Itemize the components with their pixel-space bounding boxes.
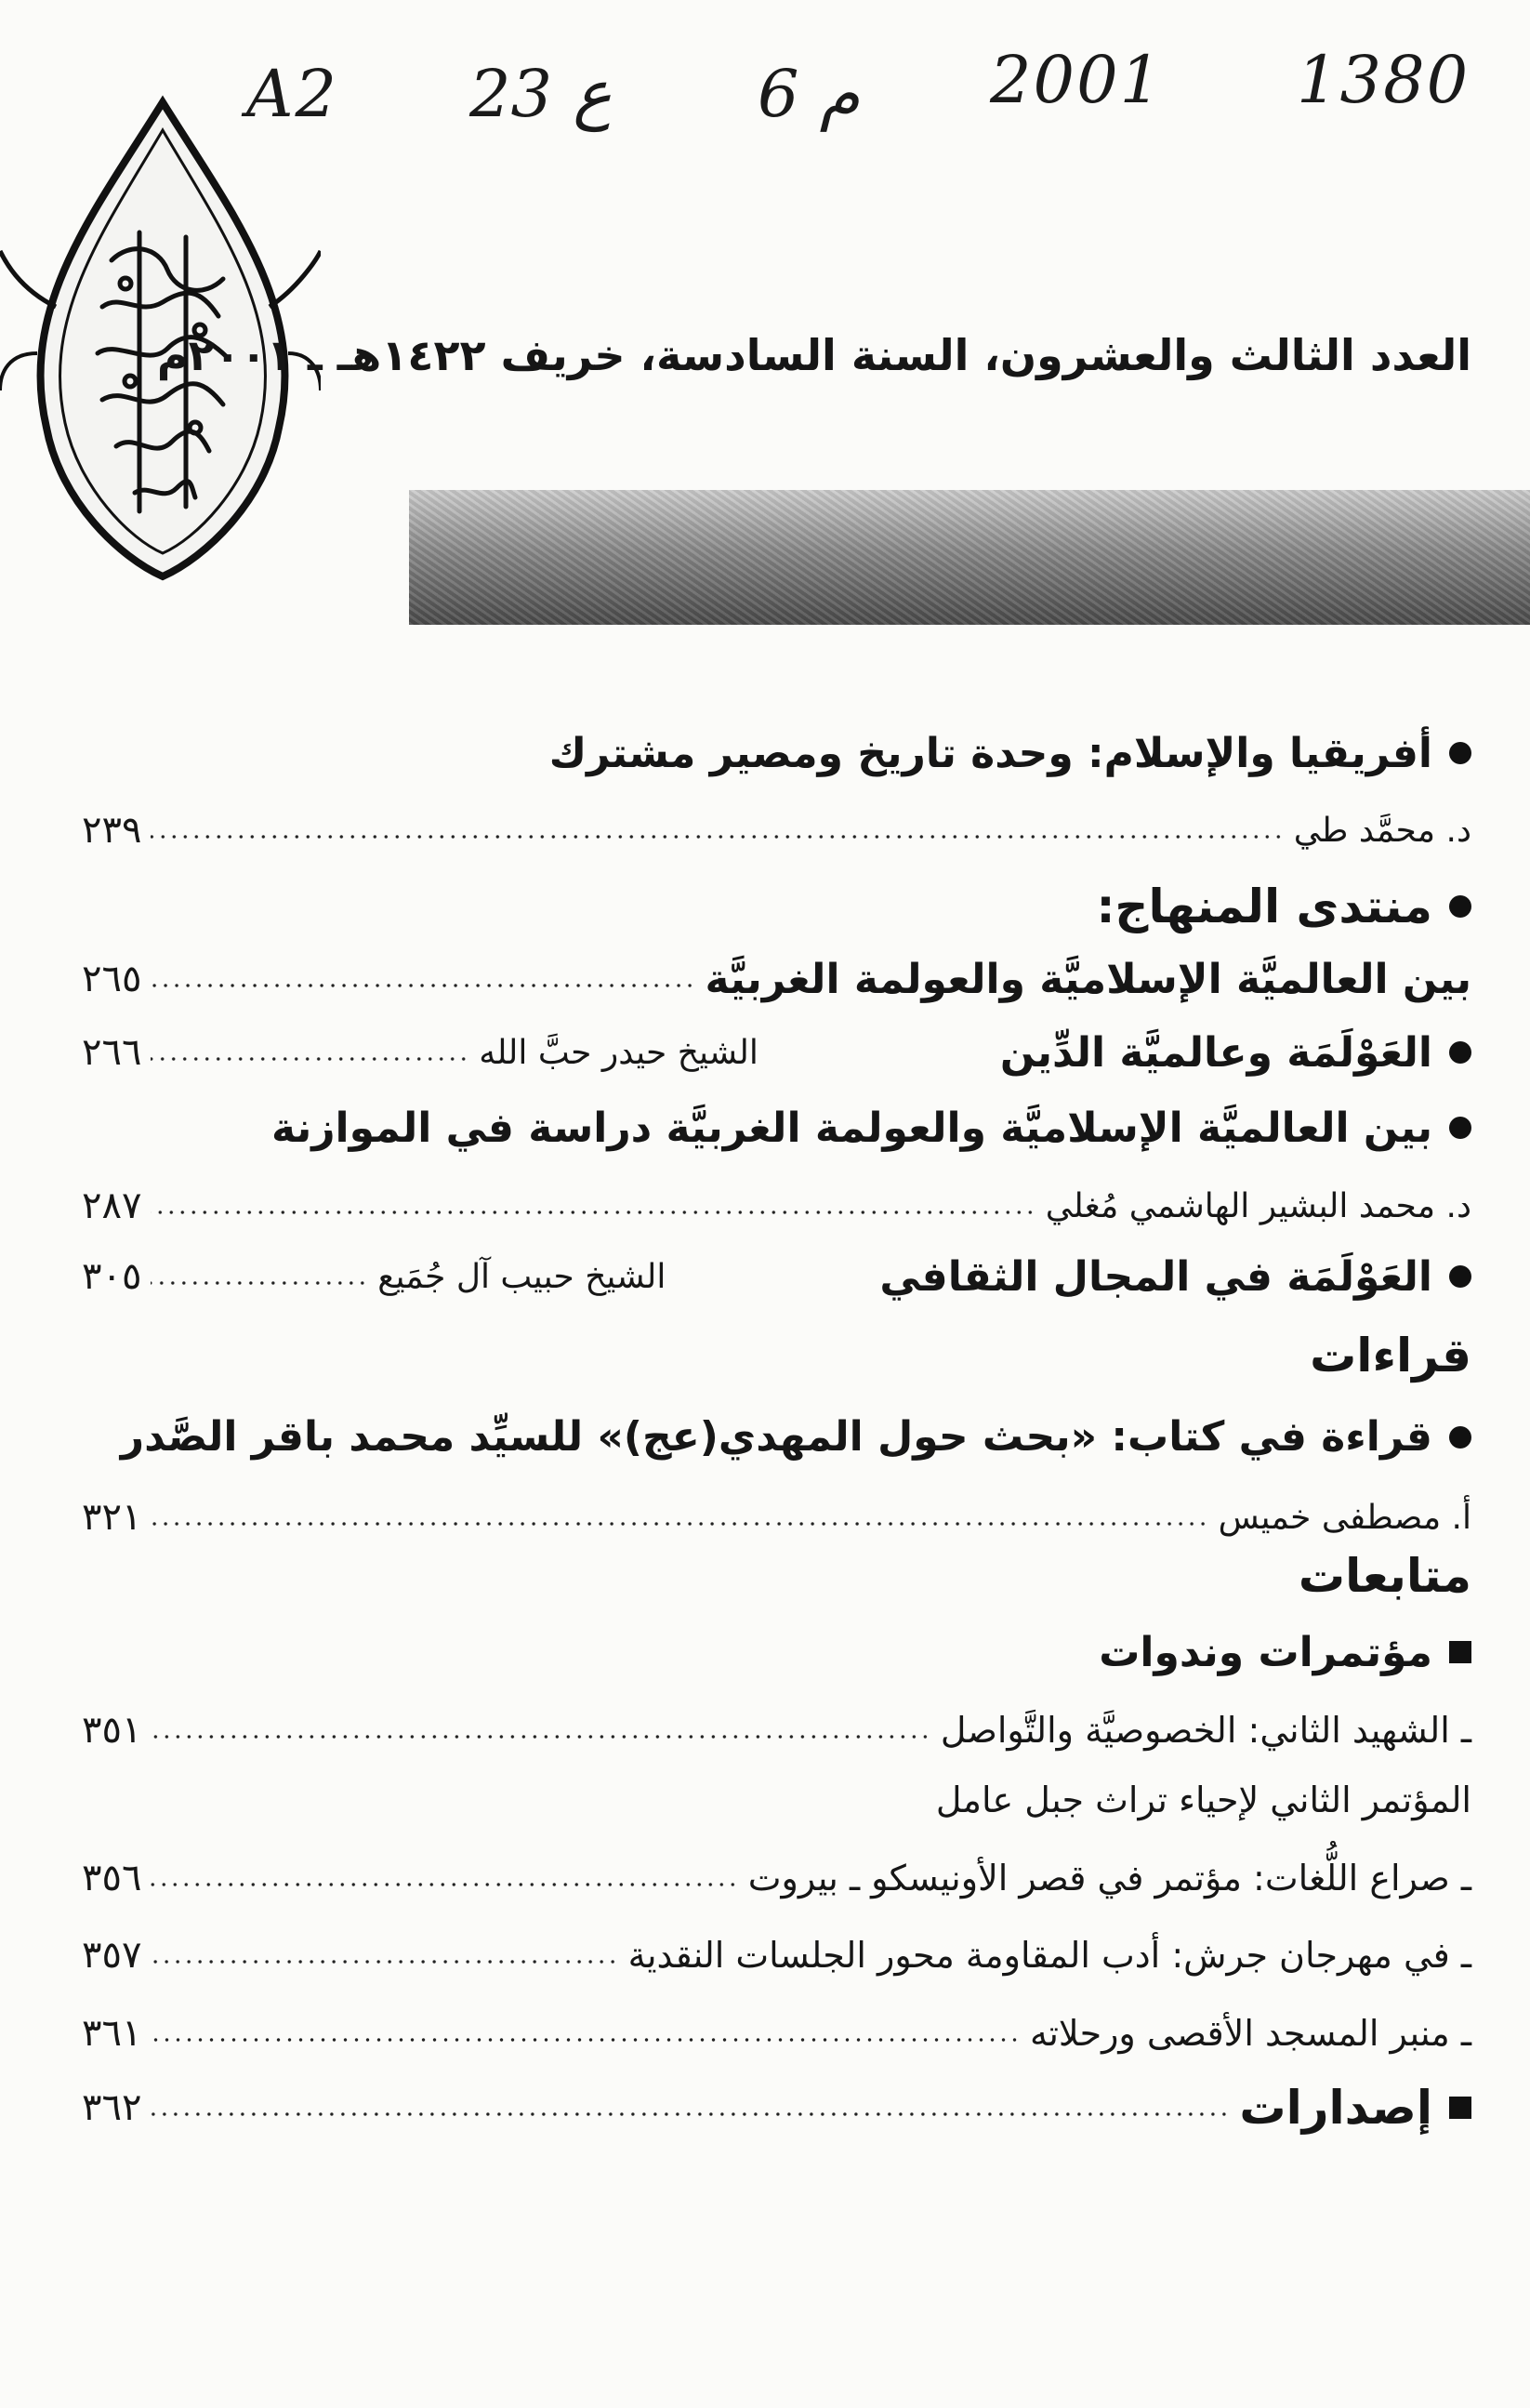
dot-leader: [151, 834, 1284, 840]
toc-section-title: متابعات: [1298, 1549, 1471, 1603]
toc-plain-line: [936, 1771, 1471, 1829]
toc-page-number: ٣٥٦: [82, 1857, 142, 1899]
toc-entry[interactable]: [82, 1923, 1471, 1988]
masthead-banner: [409, 490, 1530, 625]
toc-entry[interactable]: [82, 1698, 1471, 1763]
toc-page-number: ٢٣٩: [82, 809, 142, 852]
dot-leader: [151, 2111, 1230, 2117]
toc-entry[interactable]: [82, 946, 1471, 1012]
dot-leader: [151, 1734, 930, 1740]
bullet-icon: [1449, 1041, 1471, 1064]
toc-page-number: ٢٦٦: [82, 1031, 142, 1074]
toc-entry-title: العَوْلَمَة وعالميَّة الدِّين: [999, 1028, 1432, 1077]
toc-page-number: ٢٨٧: [82, 1184, 142, 1227]
toc-section-followups[interactable]: [1299, 1539, 1471, 1613]
toc-page-number: ٢٦٥: [82, 958, 142, 1000]
toc-entry-publications[interactable]: [82, 2075, 1471, 2140]
toc-entry-title: ـ صراع اللُّغات: مؤتمر في قصر الأونيسكو ـ بيروت: [747, 1858, 1471, 1899]
square-bullet-icon: [1449, 2097, 1471, 2119]
toc-heading-title: أفريقيا والإسلام: وحدة تاريخ ومصير مشترك: [548, 729, 1432, 777]
toc-page-number: ٣٦١: [82, 2012, 142, 2055]
toc-entry-author: الشيخ حبيب آل جُمَيع: [377, 1257, 666, 1296]
toc-entry[interactable]: [82, 1173, 1471, 1238]
toc-entry-title: ـ في مهرجان جرش: أدب المقاومة محور الجلسات النقدية: [627, 1935, 1471, 1976]
bullet-icon: [1449, 1426, 1471, 1449]
dot-leader: [151, 1521, 1208, 1527]
toc-section-title: قراءات: [1310, 1329, 1471, 1383]
toc-page-number: ٣٥١: [82, 1709, 142, 1752]
dot-leader: [151, 983, 695, 988]
toc-entry[interactable]: [82, 2001, 1471, 2066]
toc-page-number: ٣٢١: [82, 1496, 142, 1539]
toc-section-minbar[interactable]: [1096, 869, 1471, 944]
toc-heading-title: بين العالميَّة الإسلاميَّة والعولمة الغربيَّة دراسة في الموازنة: [271, 1104, 1432, 1152]
toc-heading-title: مؤتمرات وندوات: [1099, 1628, 1432, 1676]
toc-section-readings[interactable]: [1310, 1318, 1471, 1393]
toc-entry-title: بين العالميَّة الإسلاميَّة والعولمة الغربيَّة: [705, 955, 1471, 1003]
dot-leader: [151, 1056, 469, 1062]
toc-section-title: منتدى المنهاج:: [1096, 880, 1432, 933]
handwritten-note-4: 2001: [990, 42, 1164, 118]
bullet-icon: [1449, 1117, 1471, 1139]
toc-heading-title: قراءة في كتاب: «بحث حول المهدي(عج)» للسيِّد محمد باقر الصَّدر: [120, 1413, 1432, 1461]
bullet-icon: [1449, 1265, 1471, 1288]
toc-entry-title: إصدارات: [1239, 2081, 1432, 2135]
square-bullet-icon: [1449, 1641, 1471, 1663]
toc-entry-title: ـ الشهيد الثاني: الخصوصيَّة والتَّواصل: [940, 1710, 1471, 1751]
toc-entry[interactable]: [82, 1244, 1471, 1309]
toc-heading-conferences[interactable]: [1099, 1620, 1471, 1685]
toc-entry-author: الشيخ حيدر حبَّ الله: [479, 1033, 758, 1072]
dot-leader: [151, 1280, 368, 1286]
toc-heading-book-review[interactable]: [121, 1402, 1471, 1472]
toc-entry[interactable]: [82, 798, 1471, 863]
toc-entry-title: العَوْلَمَة في المجال الثقافي: [879, 1252, 1432, 1301]
bullet-icon: [1449, 742, 1471, 764]
handwritten-note-3: 6 م: [758, 56, 861, 132]
handwritten-note-5: 1380: [1297, 42, 1471, 118]
handwritten-note-2: 23 ع: [469, 56, 613, 132]
toc-entry-title: ـ منبر المسجد الأقصى ورحلاته: [1029, 2013, 1471, 2054]
toc-entry[interactable]: [82, 1846, 1471, 1911]
dot-leader: [151, 1210, 1035, 1215]
dot-leader: [151, 1959, 618, 1965]
toc-page-number: ٣٥٧: [82, 1934, 142, 1977]
toc-heading-comparison[interactable]: [271, 1095, 1471, 1160]
dot-leader: [151, 1882, 738, 1887]
handwritten-note-1: A2: [246, 56, 339, 132]
toc-entry-author: أ. مصطفى خميس: [1218, 1498, 1471, 1537]
toc-heading-africa[interactable]: [549, 721, 1471, 786]
toc-entry-author: د. محمَّد طي: [1293, 811, 1471, 850]
toc-entry[interactable]: [82, 1485, 1471, 1550]
toc-entry-author: د. محمد البشير الهاشمي مُغلي: [1045, 1186, 1471, 1225]
toc-page-number: ٣٦٢: [82, 2086, 142, 2129]
issue-line: العدد الثالث والعشرون، السنة السادسة، خريف ١٤٢٢هـ ـ ٢٠٠١م: [156, 330, 1471, 380]
toc-entry[interactable]: [82, 1020, 1471, 1085]
bullet-icon: [1449, 895, 1471, 918]
toc-page-number: ٣٠٥: [82, 1255, 142, 1298]
dot-leader: [151, 2037, 1021, 2043]
toc-plain-text: المؤتمر الثاني لإحياء تراث جبل عامل: [935, 1780, 1471, 1820]
